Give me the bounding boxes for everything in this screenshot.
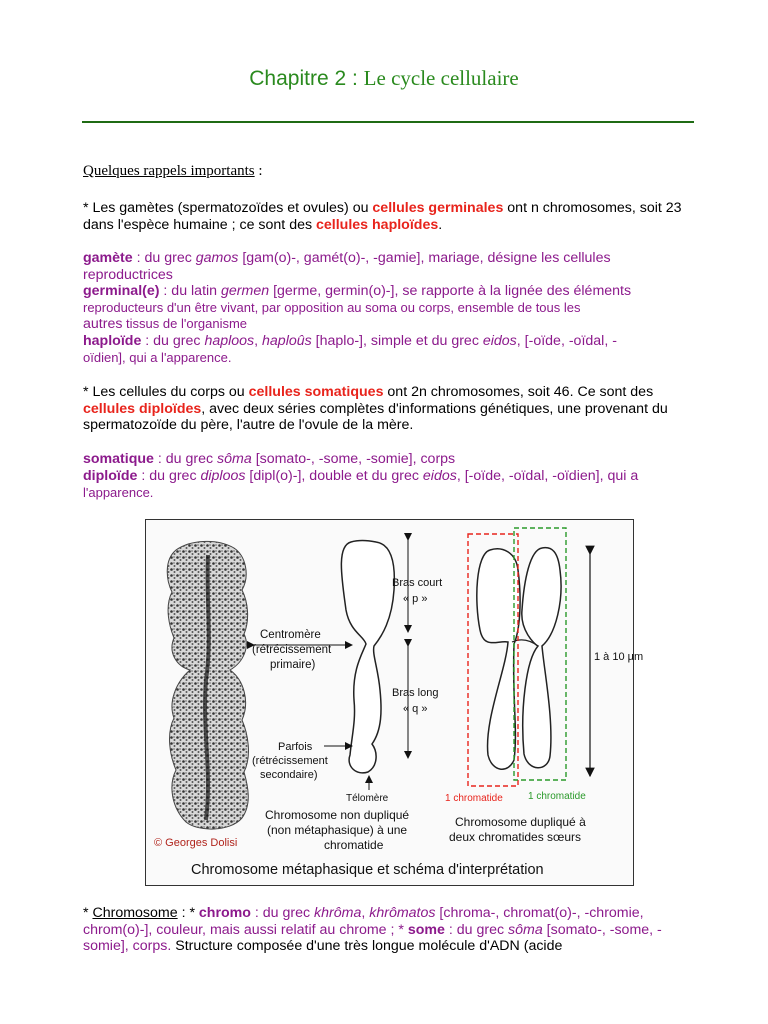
label-chromatide-red: 1 chromatide: [445, 793, 503, 804]
label-centromere: Centromère: [260, 629, 321, 641]
definition-haploide: haploïde : du grec haploos, haploûs [haplo-], simple et du grec eidos, [-oïde, -oïdal, - oïdien], qui a l'apparence.: [83, 333, 617, 365]
figure-caption: Chromosome métaphasique et schéma d'interprétation: [191, 862, 544, 878]
paragraph-gametes: * Les gamètes (spermatozoïdes et ovules) ou cellules germinales ont n chromosomes, soit 23 dans l'espèce humaine ; ce sont des cellules haploïdes.: [83, 200, 682, 233]
paragraph-chromosome: * Chromosome : * chromo : du grec khrôma, khrômatos [chroma-, chromat(o)-, -chromie, chrom(o)-], couleur, mais aussi relatif au chrome ; * some : du grec sôma [somato-, -some, -somie], corps. Structure composée d'une très longue molécule d'ADN (acide: [83, 905, 662, 954]
caption-non-duplique-2: (non métaphasique) à une: [267, 823, 408, 837]
label-centromere-sub: (rétrécissement: [252, 644, 332, 656]
label-parfois-sub: (rétrécissement: [252, 755, 328, 767]
chromosome-figure: [145, 519, 644, 886]
copyright-label: © Georges Dolisi: [154, 837, 238, 849]
caption-duplique-2: deux chromatides sœurs: [449, 830, 582, 844]
definition-diploide: diploïde : du grec diploos [dipl(o)-], double et du grec eidos, [-oïde, -oïdal, -oïdien], qui a l'apparence.: [83, 468, 639, 500]
section-subtitle: Quelques rappels importants :: [83, 163, 263, 179]
chromosome-photo: [167, 541, 248, 829]
caption-duplique-1: Chromosome dupliqué à: [455, 815, 586, 829]
label-bras-court: Bras court: [392, 577, 443, 589]
label-parfois: Parfois: [278, 741, 313, 753]
label-secondaire: secondaire): [260, 769, 318, 781]
chromosome-diagram: [146, 520, 644, 887]
caption-non-duplique-1: Chromosome non dupliqué: [265, 808, 410, 822]
size-label: 1 à 10 µm: [594, 651, 644, 663]
label-q: « q »: [403, 703, 428, 715]
definition-gamete: gamète : du grec gamos [gam(o)-, gamét(o)-, -gamie], mariage, désigne les cellules reproductrices: [83, 250, 611, 283]
title-divider: [82, 121, 694, 123]
caption-non-duplique-3: chromatide: [324, 838, 384, 852]
label-chromatide-green: 1 chromatide: [528, 791, 586, 802]
definition-germinal: germinal(e) : du latin germen [germe, germin(o)-], se rapporte à la lignée des éléments reproducteurs d'un être vivant, par opposition au soma ou corps, ensemble de tous les autres tissus de l'organisme: [83, 283, 632, 332]
paragraph-somatic: * Les cellules du corps ou cellules somatiques ont 2n chromosomes, soit 46. Ce sont des cellules diploïdes, avec deux séries complètes d'informations génétiques, une provenant du spermatozoïde du père, l'autre de l'ovule de la mère.: [83, 384, 668, 433]
label-bras-long: Bras long: [392, 687, 439, 699]
label-telomere: Télomère: [346, 793, 389, 804]
page-title: Chapitre 2 : Le cycle cellulaire: [249, 66, 519, 90]
label-centromere-primaire: primaire): [270, 659, 316, 671]
definition-somatique: somatique : du grec sôma [somato-, -some, -somie], corps: [83, 451, 456, 467]
chromatid-right: [522, 548, 561, 768]
chromosome-outline-single: [341, 541, 394, 773]
label-p: « p »: [403, 593, 428, 605]
